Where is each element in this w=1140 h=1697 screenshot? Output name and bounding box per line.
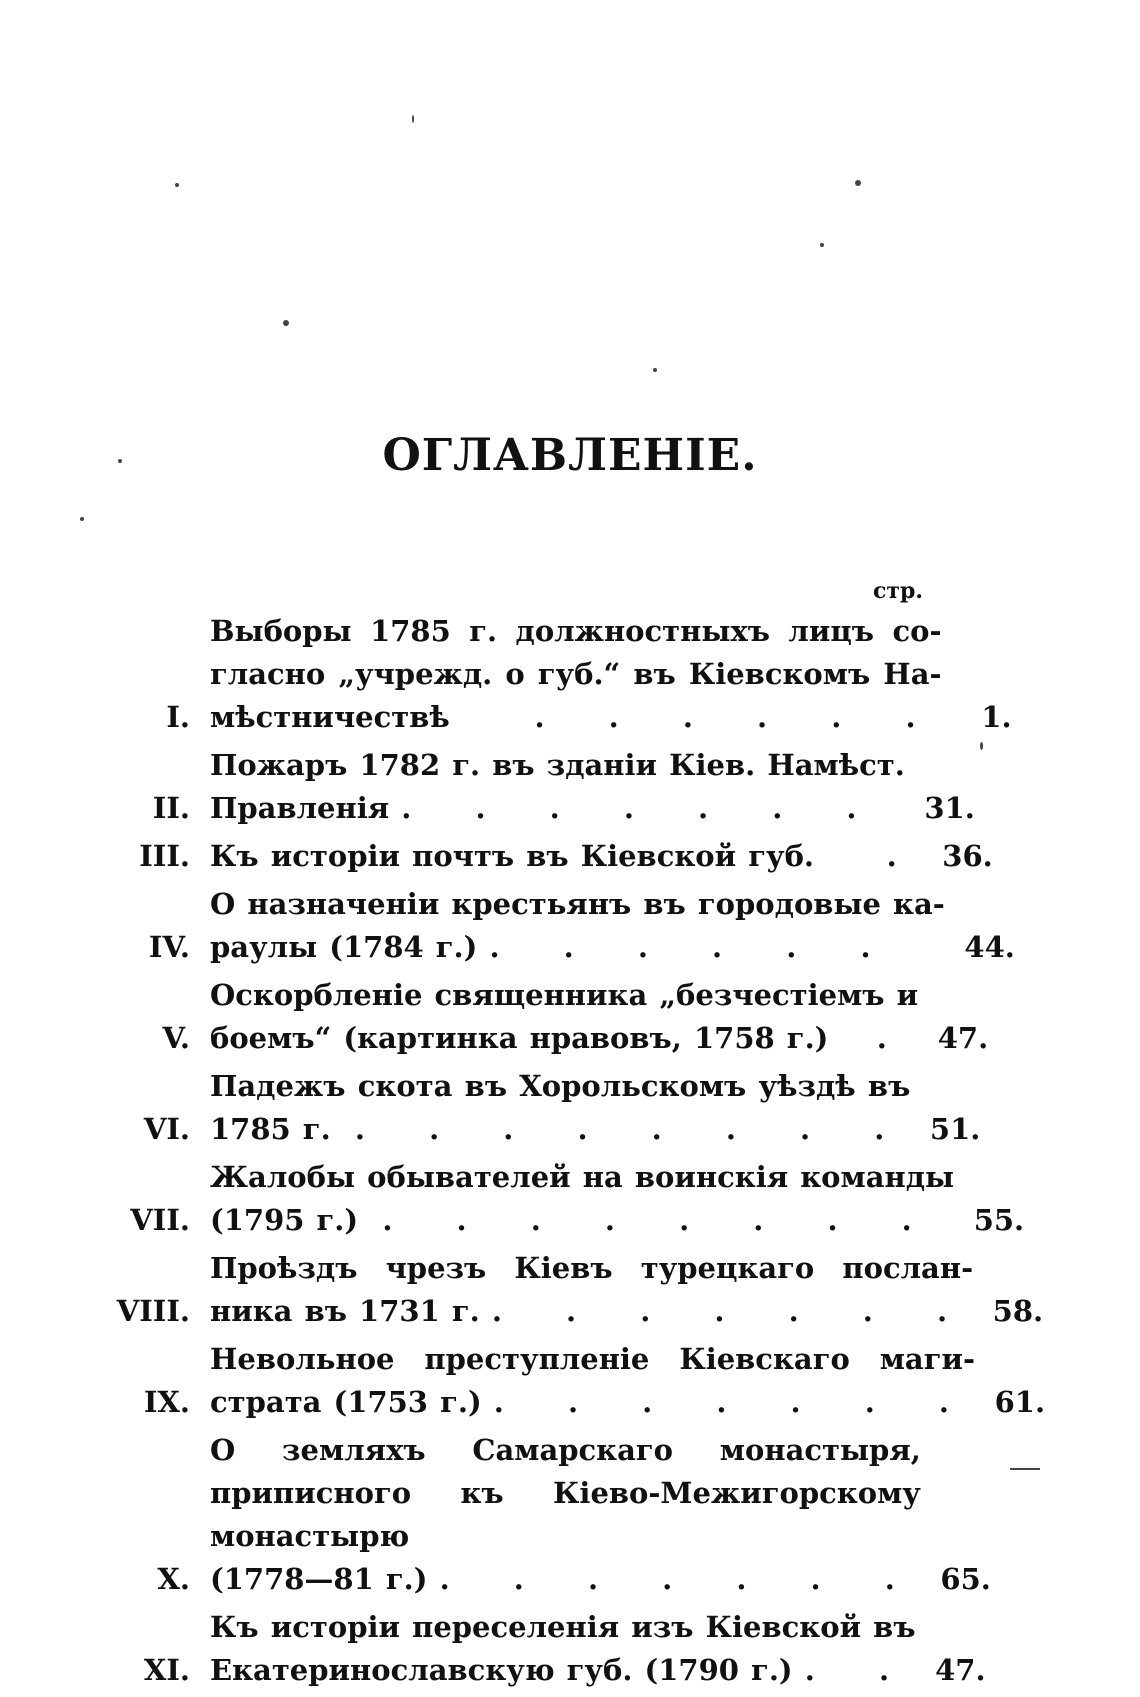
toc-title [190, 1429, 921, 1601]
page-column-label: стр. [873, 578, 924, 604]
toc-title-line [210, 1290, 973, 1333]
toc-title [190, 610, 942, 739]
toc-title-line: Оскорбленіе священника „безчестіемъ и [210, 978, 919, 1012]
toc-page-number: 36. [942, 839, 993, 873]
toc-page-number: 31. [924, 791, 975, 825]
print-speck [412, 115, 414, 123]
toc-title-line: Жалобы обывателей на воинскія команды [210, 1160, 955, 1194]
toc-numeral: V. [162, 1021, 190, 1055]
toc-title-line [210, 1381, 975, 1424]
toc-title [190, 883, 945, 969]
dot-leader: . [886, 839, 923, 873]
toc-entry [90, 1429, 991, 1601]
print-speck [175, 183, 179, 187]
toc-page-number: 44. [964, 930, 1015, 964]
print-speck [80, 517, 84, 521]
toc-title [190, 974, 918, 1060]
dot-leader: . . . . . . . [491, 1294, 974, 1328]
toc-title-line: Падежъ скота въ Хорольскомъ уѣздѣ въ [210, 1069, 911, 1103]
toc-title [190, 1247, 973, 1333]
toc-title-line-text: (1778—81 г.) [210, 1562, 428, 1596]
page-title: ОГЛАВЛЕНІЕ. [382, 430, 758, 481]
toc-page-number: 58. [992, 1294, 1044, 1328]
print-speck [653, 368, 657, 372]
toc-title-line-text: Екатеринославскую губ. (1790 г.) [210, 1653, 793, 1687]
toc-title-line [210, 926, 945, 969]
dot-leader: . . [804, 1653, 916, 1687]
toc-numeral: VII. [130, 1203, 190, 1237]
print-speck [283, 320, 289, 326]
toc-page-number: 65. [940, 1562, 991, 1596]
print-speck [1010, 1468, 1040, 1470]
toc-entry [90, 744, 975, 830]
toc-page-number: 47. [935, 1653, 986, 1687]
toc-numeral: I. [166, 700, 190, 734]
toc-title [190, 835, 923, 878]
toc-entry [90, 1065, 981, 1151]
toc-title-line [210, 835, 923, 878]
toc-numeral: VIII. [116, 1294, 190, 1328]
toc-entry [90, 610, 1012, 739]
toc-title-line [210, 787, 905, 830]
toc-title-line-text: Къ исторіи почтъ въ Кіевской губ. [210, 839, 815, 873]
toc-numeral: IX. [143, 1385, 190, 1419]
toc-title-line-text: раулы (1784 г.) [210, 930, 478, 964]
dot-leader: . . . . . . [489, 930, 897, 964]
toc-entry [90, 1247, 1044, 1333]
toc-title-line [210, 1017, 918, 1060]
toc-title-line: гласно „учрежд. о губ.“ въ Кіевскомъ На- [210, 657, 942, 691]
toc-numeral: X. [157, 1562, 190, 1596]
toc-title-line-text: боемъ“ (картинка нравовъ, 1758 г.) [210, 1021, 829, 1055]
dot-leader: . . . . . . . [401, 791, 883, 825]
dot-leader: . . . . . . . [439, 1562, 921, 1596]
toc-title-line: Проѣздъ чрезъ Кіевъ турецкаго послан- [210, 1251, 974, 1285]
toc-entry [90, 1338, 1046, 1424]
toc-title-line [210, 696, 942, 739]
toc-title-line-text: Правленія [210, 791, 390, 825]
toc-page-number: 47. [937, 1021, 989, 1055]
toc-title-line-text: страта (1753 г.) [210, 1385, 482, 1419]
toc-title-line [210, 1199, 954, 1242]
toc-entry [90, 974, 989, 1060]
toc-page-number: 61. [994, 1385, 1046, 1419]
toc-page-number: 51. [929, 1112, 981, 1146]
toc-title-line-text: ника въ 1731 г. [210, 1294, 480, 1328]
toc-title-line [210, 1649, 916, 1692]
dot-leader: . . . . . . [534, 700, 942, 734]
toc-title [190, 744, 905, 830]
print-speck [855, 180, 861, 186]
toc-entry [90, 883, 1015, 969]
toc-title-line [210, 1108, 910, 1151]
toc-title-line-text: 1785 г. [210, 1112, 331, 1146]
toc-title-line: О земляхъ Самарскаго монастыря, приписного къ Кіево-Межигорскому монастырю [210, 1433, 921, 1553]
toc-title [190, 1065, 910, 1151]
toc-entry [90, 1156, 1025, 1242]
dot-leader: . . . . . . . . [354, 1112, 911, 1146]
toc-numeral: XI. [143, 1653, 190, 1687]
toc-title-line-text: мѣстничествѣ [210, 700, 450, 734]
print-speck [820, 243, 824, 247]
toc-entry [90, 1606, 986, 1692]
dot-leader: . . . . . . . . [382, 1203, 938, 1237]
dot-leader: . . . . . . . [493, 1385, 976, 1419]
toc-title-line: Къ исторіи переселенія изъ Кіевской въ [210, 1610, 916, 1644]
toc-title-line-text: (1795 г.) [210, 1203, 359, 1237]
toc-title-line: О назначеніи крестьянъ въ городовые ка- [210, 887, 945, 921]
dot-leader: . [876, 1021, 913, 1055]
toc-title-line [210, 1558, 921, 1601]
toc-title [190, 1338, 975, 1424]
toc-title-line: Выборы 1785 г. должностныхъ лицъ со- [210, 614, 942, 648]
toc-title-line: Невольное преступленіе Кіевскаго маги- [210, 1342, 976, 1376]
toc-entry [90, 835, 993, 878]
toc-numeral: VI. [143, 1112, 190, 1146]
toc-numeral: IV. [148, 930, 190, 964]
toc-page-number: 55. [973, 1203, 1025, 1237]
toc-numeral: II. [152, 791, 190, 825]
toc-page-number: 1. [981, 700, 1012, 734]
toc-title-line: Пожаръ 1782 г. въ зданіи Кіев. Намѣст. [210, 748, 905, 782]
table-of-contents [90, 610, 1046, 1697]
toc-title [190, 1606, 916, 1692]
toc-numeral: III. [139, 839, 190, 873]
toc-title [190, 1156, 954, 1242]
print-speck [980, 742, 983, 750]
